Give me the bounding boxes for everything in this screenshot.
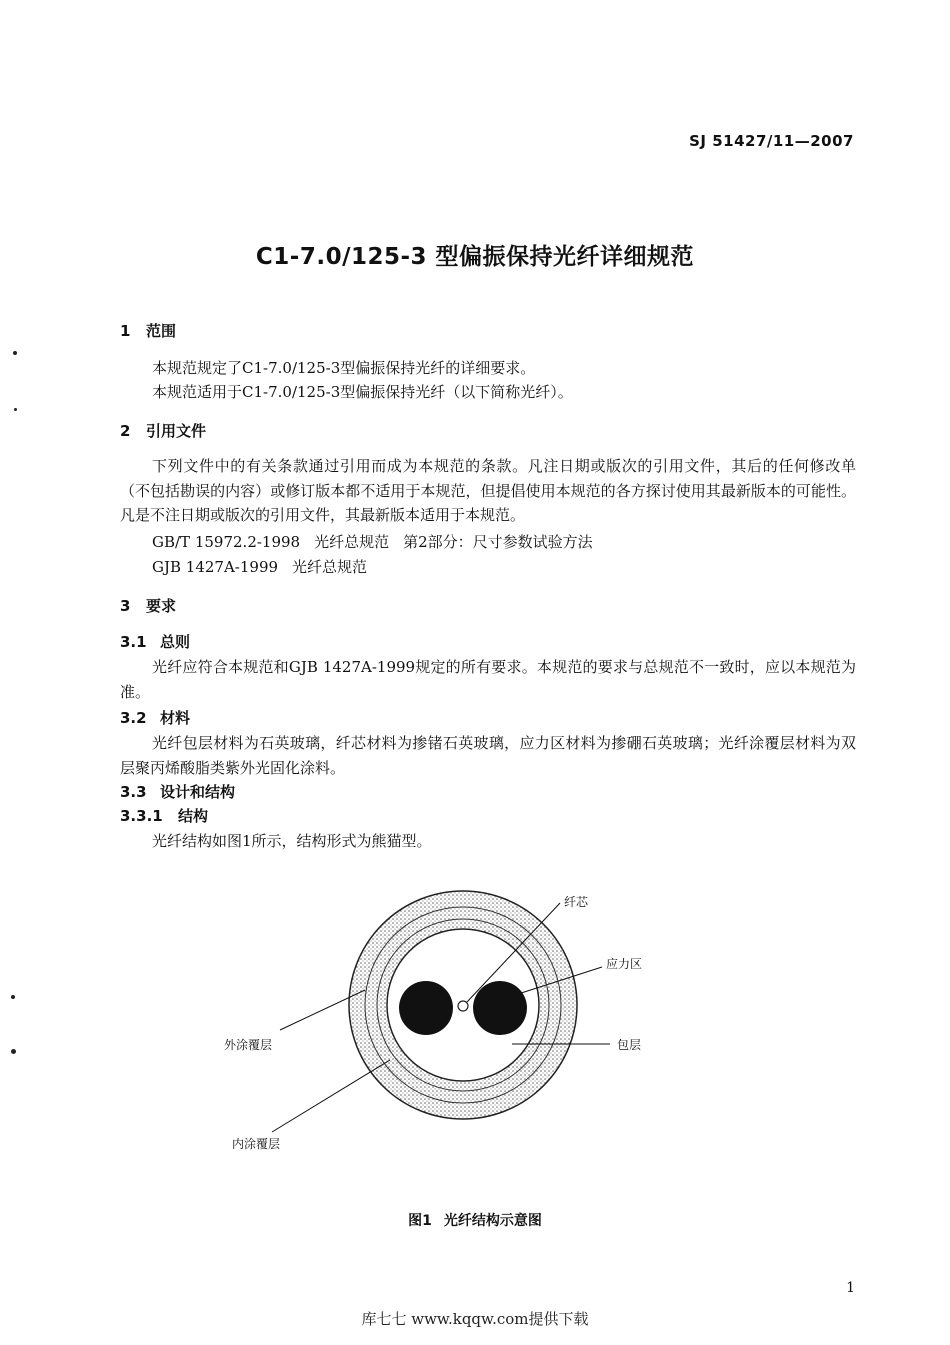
section-number: 3.3 (120, 783, 147, 801)
stress-rod-right (473, 981, 527, 1035)
page-number: 1 (846, 1280, 855, 1296)
reference-name: 光纤总规范 (314, 533, 390, 551)
section-title: 要求 (146, 597, 177, 615)
references-paragraph: 下列文件中的有关条款通过引用而成为本规范的条款。凡注日期或版次的引用文件，其后的任何修改单（不包括勘误的内容）或修订版本都不适用于本规范，但提倡使用本规范的各方探讨使用其最新版本的可能性。凡是不注日期或版次的引用文件，其最新版本适用于本规范。 (120, 457, 856, 524)
reference-item (152, 556, 367, 577)
section-number: 1 (120, 322, 131, 340)
reference-name: 光纤总规范 (292, 558, 368, 576)
section-title: 范围 (146, 322, 177, 340)
section-title: 设计和结构 (160, 783, 236, 801)
reference-code: GJB 1427A-1999 (152, 558, 279, 576)
caption-number: 图1 (408, 1213, 432, 1229)
scan-speck (11, 995, 15, 999)
section-3-3-heading (120, 781, 235, 802)
section-number: 3 (120, 597, 131, 615)
scope-line-2: 本规范适用于C1-7.0/125-3型偏振保持光纤（以下简称光纤）。 (152, 383, 573, 401)
structure-line: 光纤结构如图1所示，结构形式为熊猫型。 (152, 832, 432, 850)
label-cladding: 包层 (617, 1038, 642, 1052)
section-3-1-heading (120, 631, 190, 652)
inner-coating-leader-line (272, 1060, 390, 1132)
reference-part: 第2部分：尺寸参数试验方法 (403, 533, 593, 551)
label-stress-region: 应力区 (606, 957, 643, 971)
section-title: 结构 (178, 807, 209, 825)
document-code: SJ 51427/11—2007 (689, 132, 854, 150)
section-1-heading (120, 320, 176, 341)
scope-line-1: 本规范规定了C1-7.0/125-3型偏振保持光纤的详细要求。 (152, 359, 536, 377)
label-core: 纤芯 (564, 895, 589, 909)
section-title: 引用文件 (146, 422, 207, 440)
reference-item (152, 531, 593, 552)
scan-speck (14, 408, 17, 411)
materials-paragraph: 光纤包层材料为石英玻璃，纤芯材料为掺锗石英玻璃，应力区材料为掺硼石英玻璃；光纤涂覆层材料为双层聚丙烯酸脂类紫外光固化涂料。 (120, 734, 856, 777)
section-3-3-1-heading (120, 805, 208, 826)
label-inner-coating: 内涂覆层 (232, 1137, 281, 1151)
caption-text: 光纤结构示意图 (443, 1213, 542, 1229)
section-2-heading (120, 420, 206, 441)
section-3-heading (120, 595, 176, 616)
document-title: C1-7.0/125-3 型偏振保持光纤详细规范 (255, 244, 695, 270)
general-paragraph: 光纤应符合本规范和GJB 1427A-1999规定的所有要求。本规范的要求与总规范不一致时，应以本规范为准。 (120, 658, 856, 701)
section-3-2-heading (120, 707, 190, 728)
section-title: 材料 (160, 709, 191, 727)
scan-speck (13, 351, 17, 355)
reference-code: GB/T 15972.2-1998 (152, 533, 301, 551)
stress-rod-left (399, 981, 453, 1035)
section-number: 3.1 (120, 633, 147, 651)
download-footer: 库七七 www.kqqw.com提供下载 (361, 1310, 589, 1328)
scan-speck (11, 1049, 16, 1054)
section-number: 3.3.1 (120, 807, 163, 825)
fiber-core (458, 1001, 468, 1011)
section-number: 3.2 (120, 709, 147, 727)
figure-caption (0, 1210, 950, 1230)
label-outer-coating: 外涂覆层 (224, 1038, 273, 1052)
section-number: 2 (120, 422, 131, 440)
section-title: 总则 (160, 633, 191, 651)
fiber-structure-figure (0, 870, 950, 1190)
